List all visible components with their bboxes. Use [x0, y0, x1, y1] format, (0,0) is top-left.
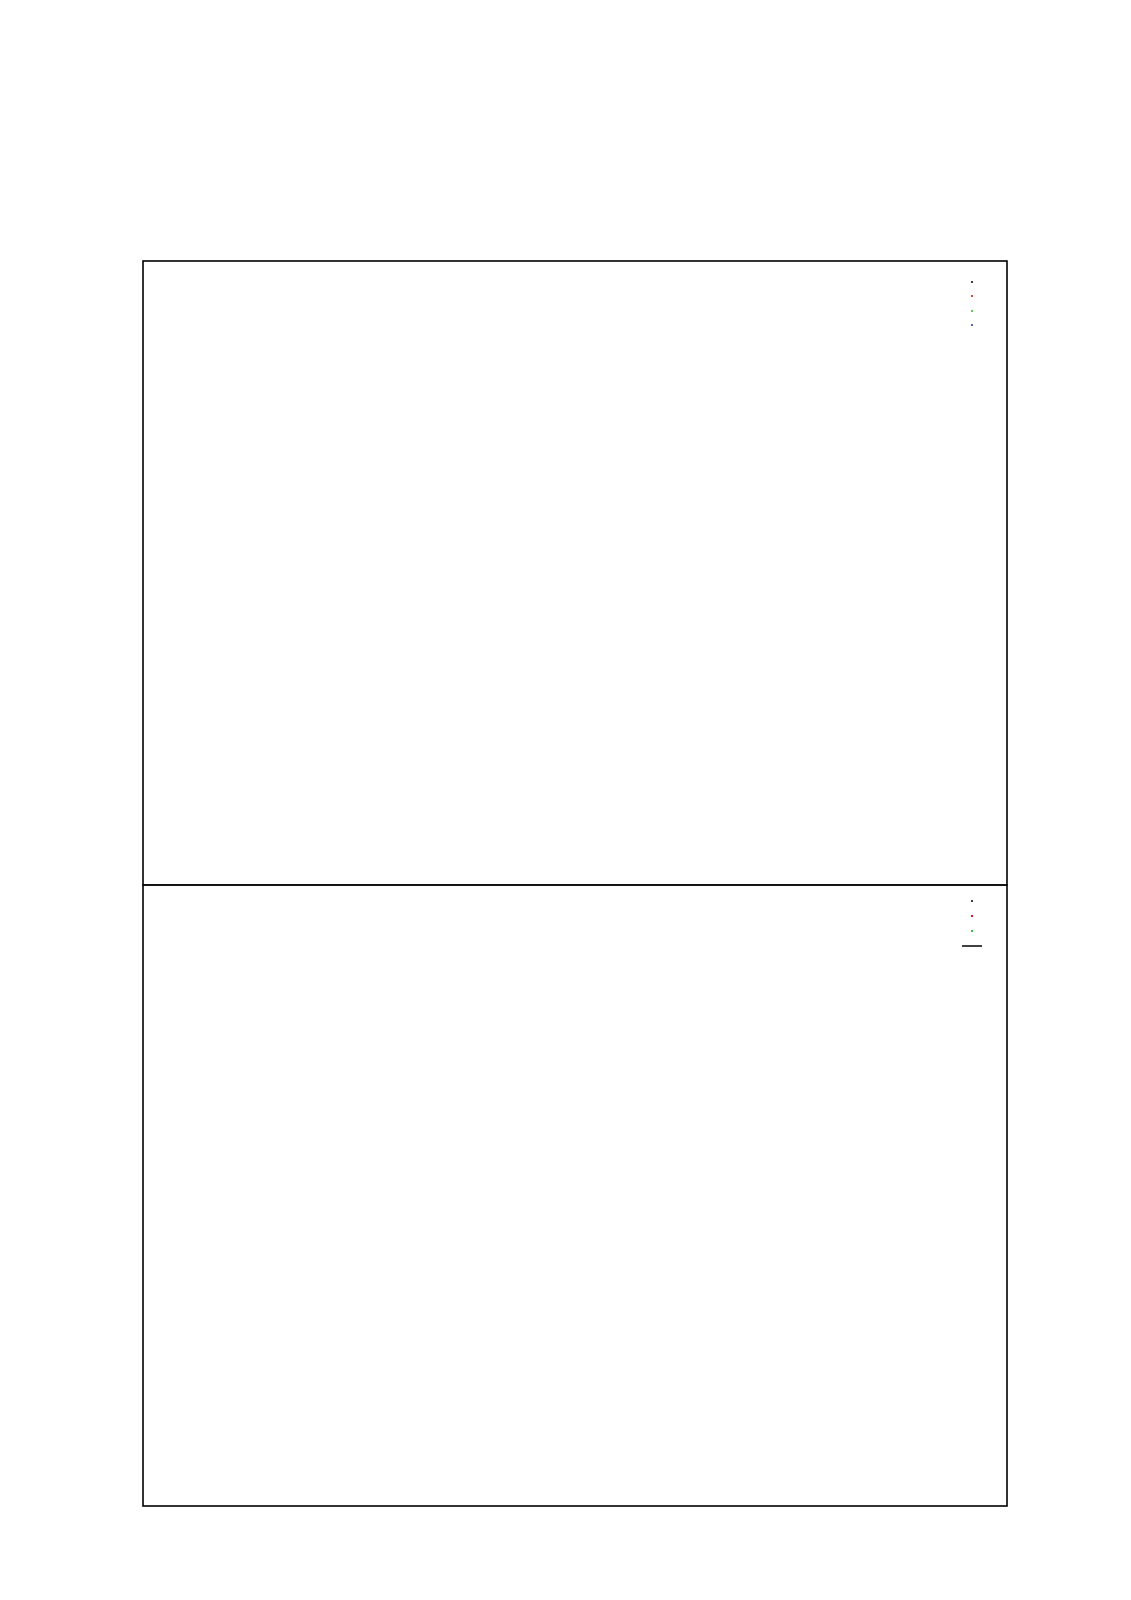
legend-marker-xgse: [971, 915, 973, 917]
legend-marker-bzgse: [971, 324, 973, 326]
location-panel: [143, 885, 1007, 1506]
bottom-legend: [962, 900, 982, 946]
legend-marker-ygse: [971, 930, 973, 932]
top-legend: [971, 281, 973, 326]
legend-marker-bxgse: [971, 295, 973, 297]
legend-marker-rdist: [971, 900, 973, 902]
magnetic-field-panel: [143, 261, 1007, 885]
legend-marker-btot: [971, 281, 973, 283]
bottom-panel-frame: [143, 885, 1007, 1506]
top-panel-frame: [143, 261, 1007, 885]
legend-marker-bygse: [971, 310, 973, 312]
